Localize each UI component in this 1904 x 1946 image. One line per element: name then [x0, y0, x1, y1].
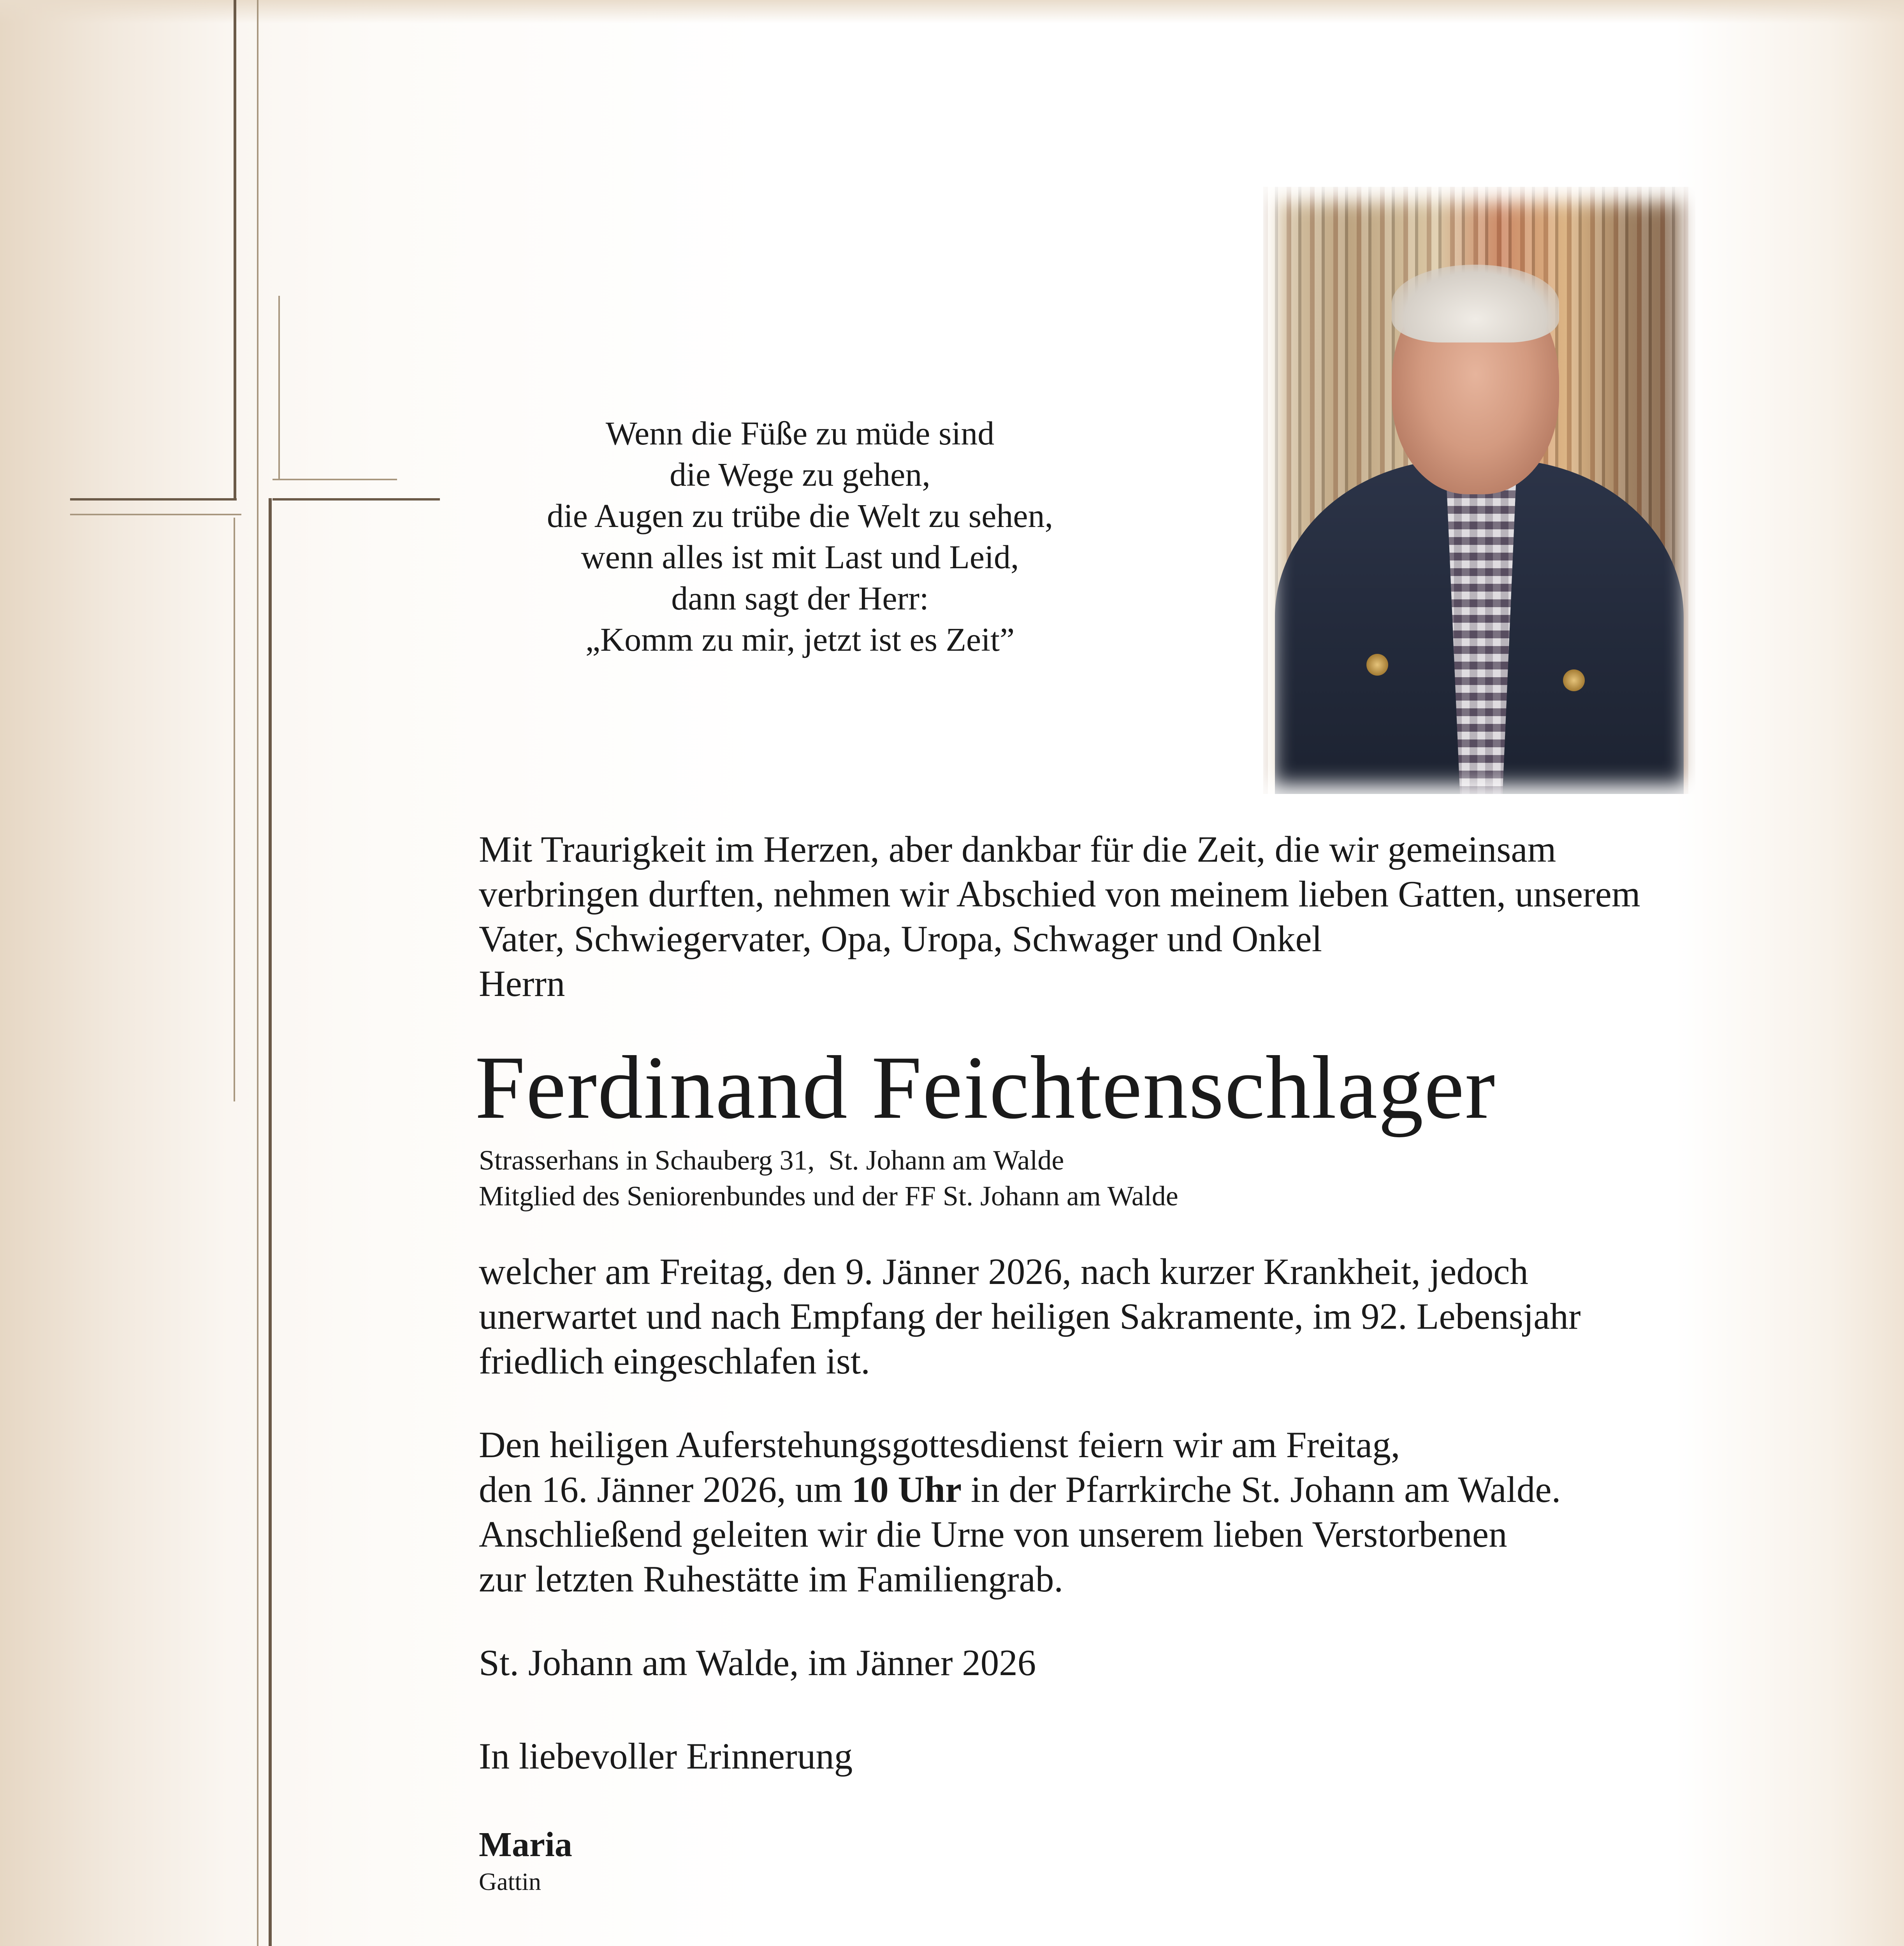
intro-line: Vater, Schwiegervater, Opa, Uropa, Schwager und Onkel — [479, 918, 1322, 959]
poem-line: „Komm zu mir, jetzt ist es Zeit” — [585, 621, 1015, 658]
top-band — [0, 0, 1904, 23]
service-line — [479, 1467, 1561, 1512]
service-paragraph — [479, 1423, 1561, 1602]
deceased-details — [479, 1142, 1178, 1214]
poem-line: dann sagt der Herr: — [671, 580, 929, 617]
poem-line: die Wege zu gehen, — [670, 456, 930, 493]
service-time: 10 Uhr — [851, 1469, 962, 1510]
death-line: unerwartet und nach Empfang der heiligen Sakramente, im 92. Lebensjahr — [479, 1296, 1581, 1337]
deceased-address: Strasserhans in Schauberg 31, St. Johann am Walde — [479, 1145, 1064, 1176]
place-date: St. Johann am Walde, im Jänner 2026 — [479, 1642, 1036, 1683]
poem-line: die Augen zu trübe die Welt zu sehen, — [547, 497, 1053, 534]
service-line: zur letzten Ruhestätte im Familiengrab. — [479, 1558, 1064, 1600]
intro-line: verbringen durften, nehmen wir Abschied von meinem lieben Gatten, unserem — [479, 873, 1640, 915]
service-line: Anschließend geleiten wir die Urne von unserem lieben Verstorbenen — [479, 1514, 1507, 1555]
intro-line: Mit Traurigkeit im Herzen, aber dankbar für die Zeit, die wir gemeinsam — [479, 829, 1556, 870]
death-line: friedlich eingeschlafen ist. — [479, 1340, 870, 1382]
deceased-name: Ferdinand Feichtenschlager — [475, 1038, 1496, 1138]
poem-line: wenn alles ist mit Last und Leid, — [581, 538, 1019, 576]
portrait-photo — [1263, 187, 1695, 794]
intro-text — [479, 827, 1802, 1006]
service-location: in der Pfarrkirche St. Johann am Walde. — [962, 1469, 1561, 1510]
spouse-name: Maria — [479, 1825, 572, 1864]
service-date: den 16. Jänner 2026, um — [479, 1469, 852, 1510]
spouse-role: Gattin — [479, 1868, 541, 1895]
death-paragraph — [479, 1249, 1581, 1384]
family-block — [479, 1823, 572, 1897]
memory-line: In liebevoller Erinnerung — [479, 1735, 853, 1777]
deceased-membership: Mitglied des Seniorenbundes und der FF St. Johann am Walde — [479, 1180, 1178, 1212]
poem-line: Wenn die Füße zu müde sind — [605, 414, 995, 452]
poem — [479, 413, 1121, 660]
service-line: Den heiligen Auferstehungsgottesdienst feiern wir am Freitag, — [479, 1424, 1400, 1465]
death-line: welcher am Freitag, den 9. Jänner 2026, nach kurzer Krankheit, jedoch — [479, 1251, 1528, 1292]
intro-line: Herrn — [479, 963, 565, 1004]
